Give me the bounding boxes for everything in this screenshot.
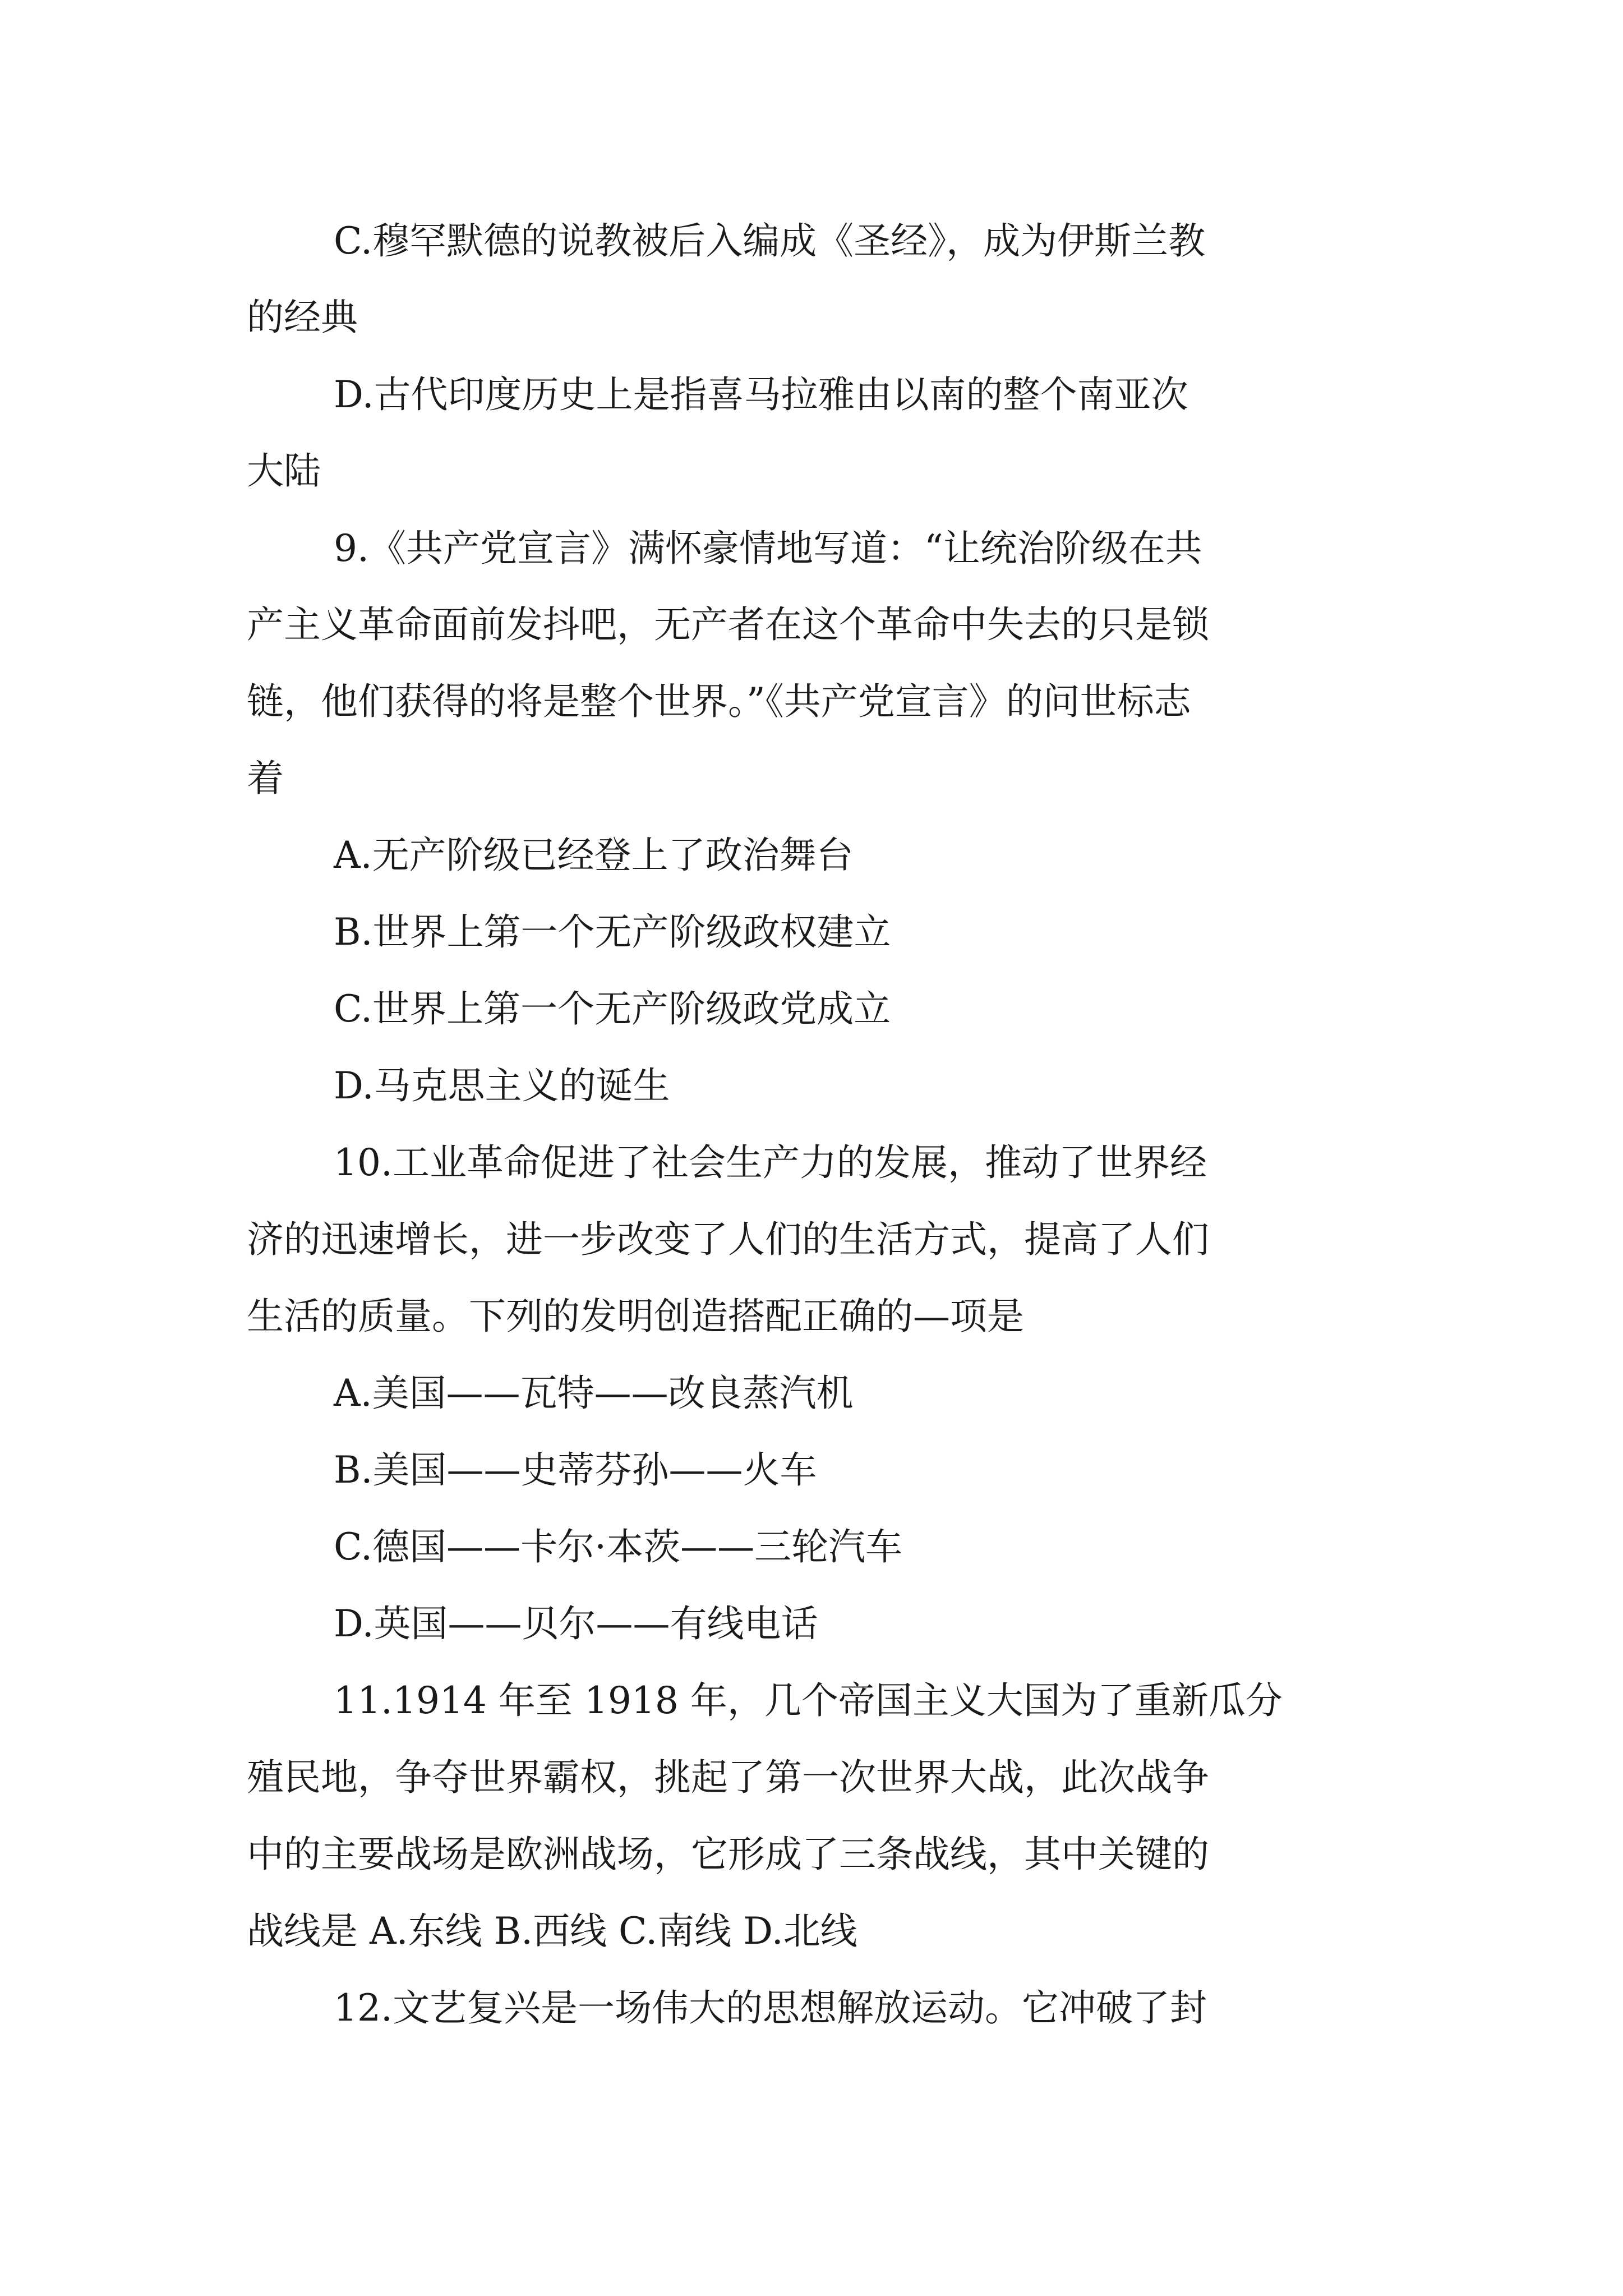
- text-line: 12.文艺复兴是一场伟大的思想解放运动。它冲破了封: [334, 1986, 1207, 2030]
- text-line: 殖民地，争夺世界霸权，挑起了第一次世界大战，此次战争: [247, 1756, 1209, 1799]
- option-line: B.世界上第一个无产阶级政权建立: [334, 910, 891, 954]
- option-line: A.美国——瓦特——改良蒸汽机: [334, 1372, 854, 1415]
- text-line: 着: [247, 757, 284, 800]
- text-line: 济的迅速增长，进一步改变了人们的生活方式，提高了人们: [247, 1218, 1209, 1261]
- text-line: 11.1914 年至 1918 年，几个帝国主义大国为了重新瓜分: [334, 1679, 1283, 1722]
- option-line: C.德国——卡尔·本茨——三轮汽车: [334, 1525, 903, 1568]
- text-line: 中的主要战场是欧洲战场，它形成了三条战线，其中关键的: [247, 1833, 1209, 1876]
- text-line: 生活的质量。下列的发明创造搭配正确的—项是: [247, 1295, 1024, 1338]
- text-line: 产主义革命面前发抖吧，无产者在这个革命中失去的只是锁: [247, 603, 1209, 646]
- text-line: 战线是 A.东线 B.西线 C.南线 D.北线: [247, 1910, 857, 1953]
- option-line: A.无产阶级已经登上了政治舞台: [334, 834, 854, 877]
- text-line: 10.工业革命促进了社会生产力的发展，推动了世界经: [334, 1141, 1207, 1184]
- text-line: C.穆罕默德的说教被后入编成《圣经》，成为伊斯兰教: [334, 219, 1206, 263]
- text-line: D.古代印度历史上是指喜马拉雅由以南的整个南亚次: [334, 373, 1188, 416]
- option-line: D.马克思主义的诞生: [334, 1064, 670, 1107]
- text-line: 大陆: [247, 449, 321, 493]
- option-line: C.世界上第一个无产阶级政党成立: [334, 987, 891, 1030]
- option-line: D.英国——贝尔——有线电话: [334, 1602, 818, 1645]
- text-line: 9.《共产党宣言》满怀豪情地写道：“让统治阶级在共: [334, 527, 1202, 570]
- text-line: 链，他们获得的将是整个世界。”《共产党宣言》的问世标志: [247, 680, 1191, 723]
- text-line: 的经典: [247, 296, 358, 339]
- option-line: B.美国——史蒂芬孙——火车: [334, 1448, 817, 1492]
